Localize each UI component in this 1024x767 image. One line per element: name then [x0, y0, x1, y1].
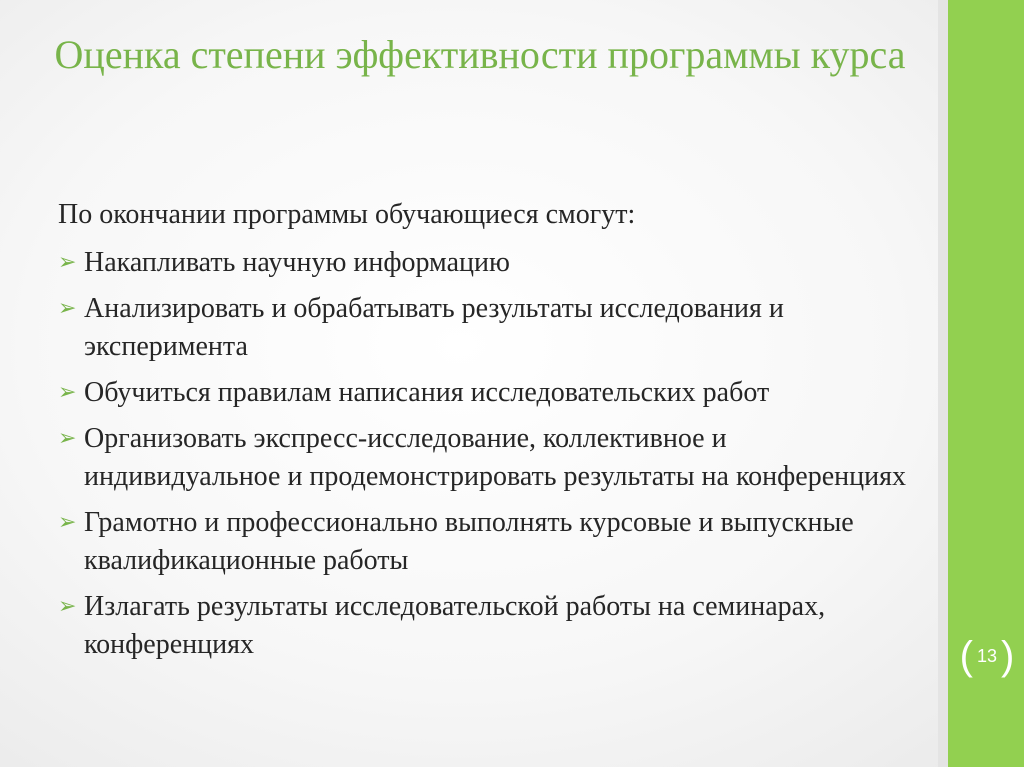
bullet-text: Излагать результаты исследовательской работы на семинарах, конференциях — [84, 591, 826, 660]
arrow-bullet-icon: ➢ — [58, 296, 77, 321]
slide-page-number — [956, 628, 1018, 684]
side-stripe-decor — [938, 0, 948, 767]
arrow-bullet-icon: ➢ — [58, 250, 77, 275]
list-item — [58, 374, 918, 412]
bullet-text: Организовать экспресс-исследование, коллективное и индивидуальное и продемонстрировать результаты на конференциях — [84, 423, 906, 492]
list-item — [58, 244, 918, 282]
bullet-text: Накапливать научную информацию — [84, 247, 510, 278]
bullet-text: Анализировать и обрабатывать результаты исследования и эксперимента — [84, 293, 784, 362]
bullet-text: Грамотно и профессионально выполнять курсовые и выпускные квалификационные работы — [84, 507, 854, 576]
list-item — [58, 588, 918, 664]
page-number-text: 13 — [976, 645, 998, 666]
arrow-bullet-icon: ➢ — [58, 510, 77, 535]
list-item — [58, 420, 918, 496]
list-item — [58, 504, 918, 580]
list-item — [58, 290, 918, 366]
arrow-bullet-icon: ➢ — [58, 380, 77, 405]
left-brace-decor: ( — [959, 634, 973, 678]
arrow-bullet-icon: ➢ — [58, 426, 77, 451]
arrow-bullet-icon: ➢ — [58, 594, 77, 619]
bullet-list — [58, 244, 918, 664]
right-brace-decor: ) — [1001, 634, 1015, 678]
slide-body — [58, 196, 918, 672]
bullet-text: Обучиться правилам написания исследовательских работ — [84, 377, 770, 408]
slide-title: Оценка степени эффективности программы курса — [54, 32, 906, 77]
intro-text: По окончании программы обучающиеся смогут: — [58, 199, 636, 230]
